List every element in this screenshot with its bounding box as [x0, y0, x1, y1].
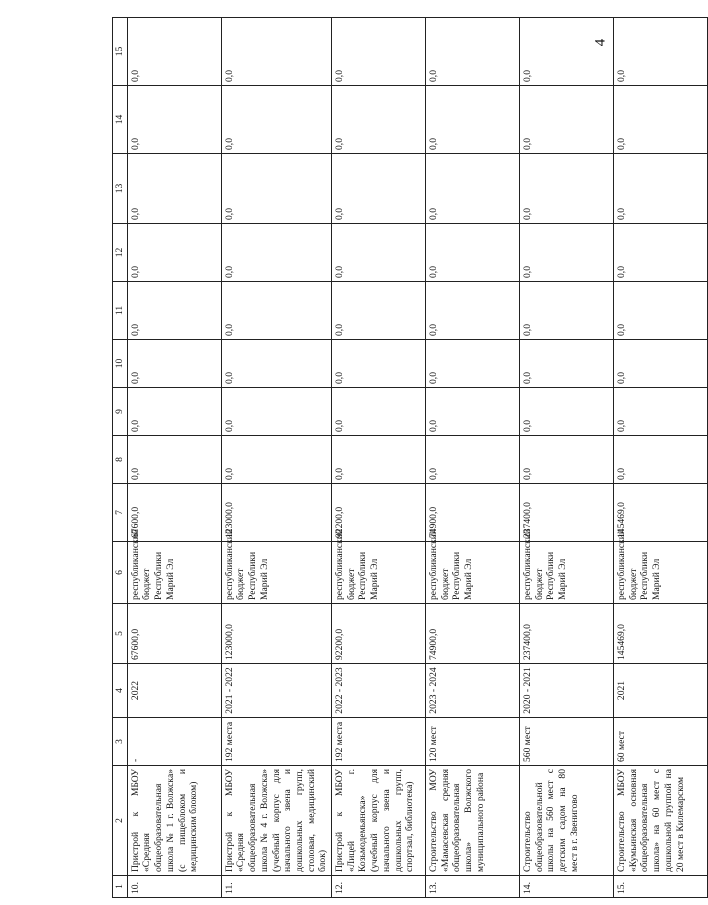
- value-col15: 0,0: [221, 18, 331, 86]
- value-col11: 0,0: [614, 282, 708, 340]
- col-header: 10: [113, 340, 128, 388]
- value-col15: 0,0: [520, 18, 614, 86]
- value-col11: 0,0: [332, 282, 426, 340]
- value-col9: 0,0: [332, 388, 426, 436]
- value-col14: 0,0: [221, 86, 331, 154]
- value-col8: 0,0: [332, 436, 426, 484]
- total-cost: 92200,0: [332, 604, 426, 664]
- row-number: 10.: [127, 876, 221, 898]
- capacity: 192 места: [221, 718, 331, 766]
- column-number-row: [113, 18, 128, 898]
- table-row: [426, 18, 520, 898]
- object-name: Пристрой к МБОУ «Средняя общеобразовательная школа № 4 г. Волжска» (учебный корпус для начального звена и дошкольных групп, столовая, медицинский блок): [221, 766, 331, 876]
- total-cost: 145469,0: [614, 604, 708, 664]
- value-col13: 0,0: [426, 154, 520, 224]
- capacity: 560 мест: [520, 718, 614, 766]
- table-row: [520, 18, 614, 898]
- value-col15: 0,0: [614, 18, 708, 86]
- col-header: 2: [113, 766, 128, 876]
- value-col11: 0,0: [520, 282, 614, 340]
- period: 2022 - 2023: [332, 664, 426, 718]
- row-number: 11.: [221, 876, 331, 898]
- table-row: [221, 18, 331, 898]
- table-row: [332, 18, 426, 898]
- value-col15: 0,0: [127, 18, 221, 86]
- total-cost: 67600,0: [127, 604, 221, 664]
- col-header: 5: [113, 604, 128, 664]
- value-col10: 0,0: [221, 340, 331, 388]
- value-col8: 0,0: [221, 436, 331, 484]
- period: 2020 - 2021: [520, 664, 614, 718]
- period: 2023 - 2024: [426, 664, 520, 718]
- table-body: [127, 18, 707, 898]
- funding-source: республиканский бюджет Республики Марий Эл: [426, 542, 520, 604]
- value-col13: 0,0: [332, 154, 426, 224]
- row-number: 15.: [614, 876, 708, 898]
- value-col11: 0,0: [127, 282, 221, 340]
- value-col11: 0,0: [221, 282, 331, 340]
- value-col13: 0,0: [221, 154, 331, 224]
- value-col10: 0,0: [520, 340, 614, 388]
- value-col13: 0,0: [520, 154, 614, 224]
- value-col13: 0,0: [614, 154, 708, 224]
- value-col12: 0,0: [520, 224, 614, 282]
- value-col9: 0,0: [520, 388, 614, 436]
- funding-source: республиканский бюджет Республики Марий Эл: [614, 542, 708, 604]
- value-col8: 0,0: [614, 436, 708, 484]
- value-col15: 0,0: [332, 18, 426, 86]
- value-col13: 0,0: [127, 154, 221, 224]
- page-number: 4: [592, 38, 609, 47]
- funding-source: республиканский бюджет Республики Марий Эл: [127, 542, 221, 604]
- col-header: 9: [113, 388, 128, 436]
- value-col9: 0,0: [221, 388, 331, 436]
- value-col7: 237400,0: [520, 484, 614, 542]
- value-col7: 74900,0: [426, 484, 520, 542]
- period: 2021 - 2022: [221, 664, 331, 718]
- col-header: 14: [113, 86, 128, 154]
- value-col9: 0,0: [426, 388, 520, 436]
- period: 2022: [127, 664, 221, 718]
- table-row: [614, 18, 708, 898]
- col-header: 13: [113, 154, 128, 224]
- value-col7: 123000,0: [221, 484, 331, 542]
- value-col14: 0,0: [520, 86, 614, 154]
- value-col14: 0,0: [332, 86, 426, 154]
- col-header: 15: [113, 18, 128, 86]
- object-name: Строительство МОУ «Мамасевская средняя общеобразовательная школа» Волжского муниципального района: [426, 766, 520, 876]
- funding-source: республиканский бюджет Республики Марий Эл: [221, 542, 331, 604]
- capacity: 192 места: [332, 718, 426, 766]
- value-col8: 0,0: [127, 436, 221, 484]
- object-name: Пристрой к МБОУ «Средняя общеобразовательная школа № 1 г. Волжска» (с пищеблоком и медицинским блоком): [127, 766, 221, 876]
- total-cost: 237400,0: [520, 604, 614, 664]
- value-col14: 0,0: [127, 86, 221, 154]
- investment-table-sheet: [112, 18, 697, 898]
- value-col9: 0,0: [127, 388, 221, 436]
- period: 2021: [614, 664, 708, 718]
- value-col9: 0,0: [614, 388, 708, 436]
- value-col12: 0,0: [614, 224, 708, 282]
- col-header: 8: [113, 436, 128, 484]
- funding-source: республиканский бюджет Республики Марий Эл: [520, 542, 614, 604]
- value-col7: 92200,0: [332, 484, 426, 542]
- value-col12: 0,0: [426, 224, 520, 282]
- capacity: 60 мест: [614, 718, 708, 766]
- value-col7: 67600,0: [127, 484, 221, 542]
- total-cost: 123000,0: [221, 604, 331, 664]
- col-header: 12: [113, 224, 128, 282]
- table-row: [127, 18, 221, 898]
- object-name: Строительство общеобразовательной школы на 560 мест с детским садом на 80 мест в г. Звенигово: [520, 766, 614, 876]
- investment-table: [112, 17, 708, 898]
- col-header: 1: [113, 876, 128, 898]
- capacity: -: [127, 718, 221, 766]
- total-cost: 74900,0: [426, 604, 520, 664]
- value-col12: 0,0: [332, 224, 426, 282]
- value-col15: 0,0: [426, 18, 520, 86]
- value-col10: 0,0: [332, 340, 426, 388]
- row-number: 13.: [426, 876, 520, 898]
- col-header: 6: [113, 542, 128, 604]
- value-col12: 0,0: [127, 224, 221, 282]
- value-col8: 0,0: [426, 436, 520, 484]
- funding-source: республиканский бюджет Республики Марий Эл: [332, 542, 426, 604]
- value-col10: 0,0: [614, 340, 708, 388]
- value-col14: 0,0: [614, 86, 708, 154]
- col-header: 7: [113, 484, 128, 542]
- object-name: Пристрой к МБОУ «Лицей г. Козьмодемьянска» (учебный корпус для начального звена и дошкольных групп, спортзал, библиотека): [332, 766, 426, 876]
- value-col12: 0,0: [221, 224, 331, 282]
- col-header: 3: [113, 718, 128, 766]
- value-col10: 0,0: [127, 340, 221, 388]
- col-header: 11: [113, 282, 128, 340]
- row-number: 12.: [332, 876, 426, 898]
- value-col11: 0,0: [426, 282, 520, 340]
- value-col14: 0,0: [426, 86, 520, 154]
- row-number: 14.: [520, 876, 614, 898]
- object-name: Строительство МБОУ «Кумьинская основная общеобразовательная школа» на 60 мест с дошкольной группой на 20 мест в Килемарском: [614, 766, 708, 876]
- value-col10: 0,0: [426, 340, 520, 388]
- capacity: 120 мест: [426, 718, 520, 766]
- col-header: 4: [113, 664, 128, 718]
- value-col8: 0,0: [520, 436, 614, 484]
- value-col7: 145469,0: [614, 484, 708, 542]
